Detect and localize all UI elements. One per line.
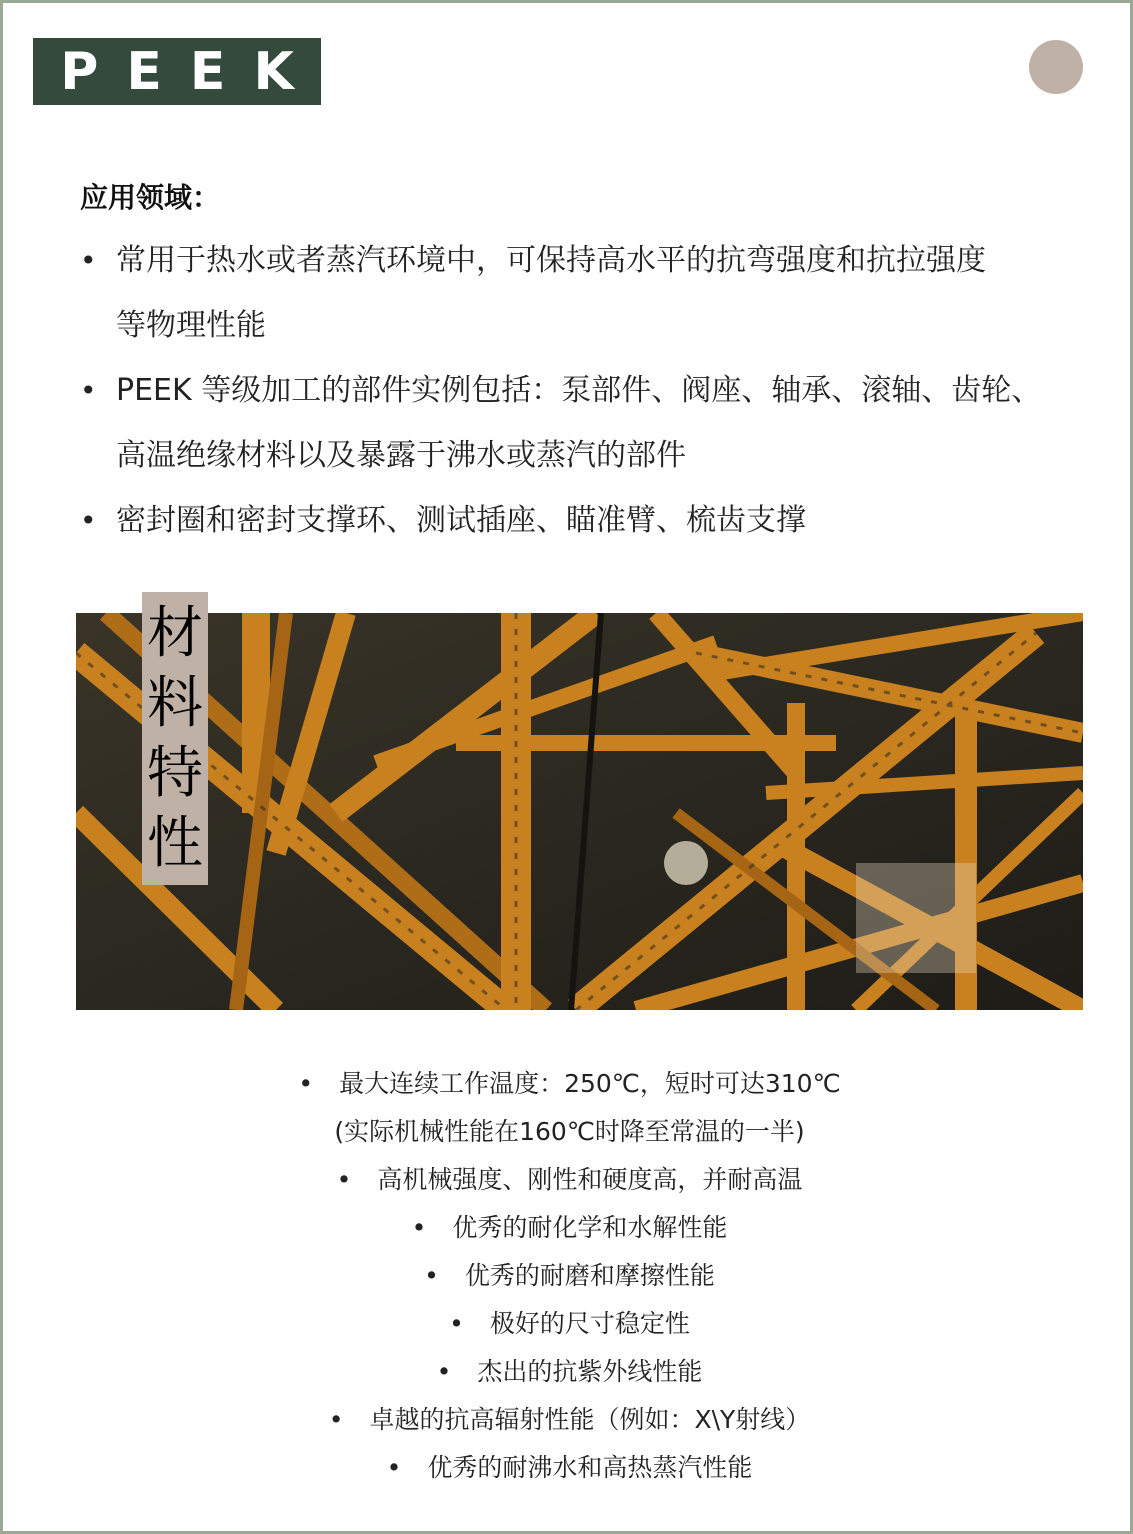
label-char: 性 — [147, 810, 203, 876]
bullet-icon: • — [336, 1165, 352, 1194]
label-char: 料 — [147, 670, 203, 736]
list-item — [80, 358, 1110, 488]
property-text: 最大连续工作温度：250℃，短时可达310℃ — [339, 1069, 841, 1098]
property-text: 杰出的抗紫外线性能 — [477, 1357, 703, 1386]
steel-truss-image — [76, 613, 1083, 1010]
steel-truss-illustration — [76, 613, 1083, 1010]
list-item — [3, 1156, 1133, 1204]
bullet-icon: • — [328, 1405, 344, 1434]
bullet-icon: • — [424, 1261, 439, 1290]
list-item — [3, 1252, 1133, 1300]
property-text: 极好的尺寸稳定性 — [489, 1309, 690, 1338]
list-item — [3, 1300, 1133, 1348]
applications-list — [80, 228, 1110, 553]
bullet-icon: • — [411, 1213, 427, 1242]
property-text: 卓越的抗高辐射性能（例如：X\Y射线） — [369, 1405, 811, 1434]
bullet-icon: • — [80, 244, 97, 277]
list-item — [3, 1204, 1133, 1252]
property-text: 高机械强度、刚性和硬度高，并耐高温 — [377, 1165, 803, 1194]
list-item-line: 密封圈和密封支撑环、测试插座、瞄准臂、梳齿支撑 — [116, 503, 806, 538]
logo-letter: E — [189, 41, 226, 102]
list-item-line: 高温绝缘材料以及暴露于沸水或蒸汽的部件 — [116, 438, 686, 473]
bullet-icon: • — [80, 504, 97, 537]
bullet-icon: • — [386, 1453, 402, 1482]
list-item — [3, 1060, 1133, 1108]
logo-letter: P — [60, 41, 99, 102]
bullet-icon: • — [449, 1309, 464, 1338]
peek-logo — [33, 38, 321, 105]
list-item — [80, 488, 1110, 553]
properties-list — [3, 1060, 1133, 1492]
list-item — [3, 1396, 1133, 1444]
decorative-circle — [1029, 40, 1083, 94]
list-item — [3, 1108, 1133, 1156]
bullet-icon: • — [436, 1357, 452, 1386]
list-item-line: 等物理性能 — [116, 308, 266, 343]
list-item — [3, 1348, 1133, 1396]
label-char: 特 — [147, 740, 203, 806]
material-properties-label — [142, 592, 208, 885]
property-text: (实际机械性能在160℃时降至常温的一半) — [334, 1117, 805, 1146]
list-item-line: PEEK 等级加工的部件实例包括：泵部件、阀座、轴承、滚轴、齿轮、 — [116, 373, 1042, 408]
logo-letter: K — [253, 41, 294, 102]
logo-letter: E — [126, 41, 162, 102]
list-item-line: 常用于热水或者蒸汽环境中，可保持高水平的抗弯强度和抗拉强度 — [116, 243, 986, 278]
property-text: 优秀的耐沸水和高热蒸汽性能 — [427, 1453, 753, 1482]
list-item — [3, 1444, 1133, 1492]
bullet-icon: • — [298, 1069, 314, 1098]
applications-heading: 应用领域： — [80, 181, 221, 214]
property-text: 优秀的耐磨和摩擦性能 — [464, 1261, 715, 1290]
bullet-icon: • — [80, 374, 97, 407]
list-item — [80, 228, 1110, 358]
label-char: 材 — [147, 600, 203, 666]
property-text: 优秀的耐化学和水解性能 — [452, 1213, 728, 1242]
